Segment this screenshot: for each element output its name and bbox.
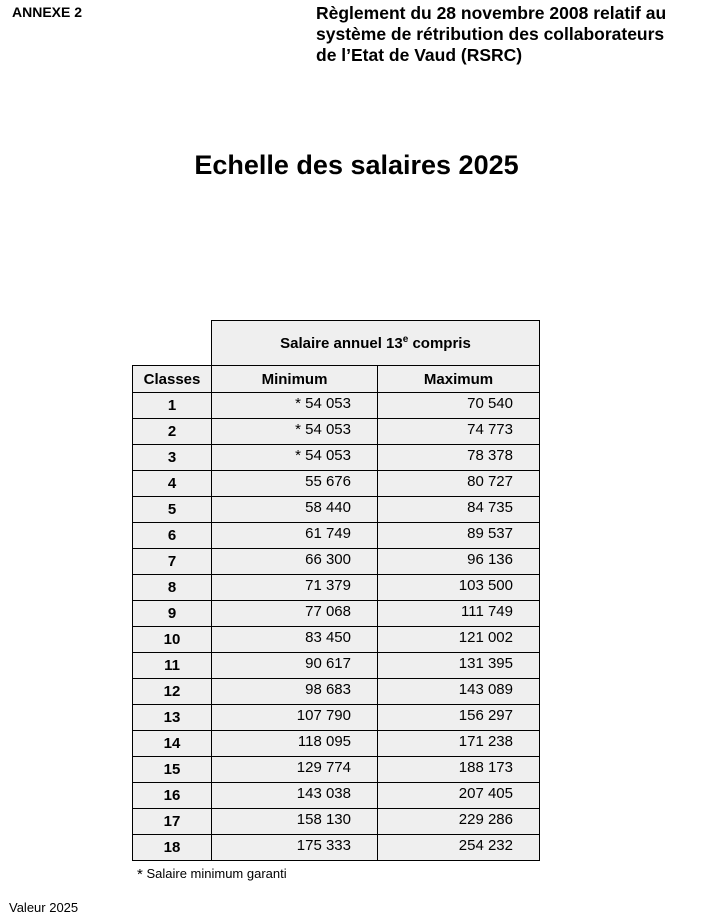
- class-cell: 3: [133, 445, 212, 471]
- minimum-cell: 55 676: [212, 471, 378, 497]
- maximum-cell: 84 735: [378, 497, 540, 523]
- maximum-cell: 74 773: [378, 419, 540, 445]
- class-cell: 6: [133, 523, 212, 549]
- table-row: [133, 783, 540, 809]
- maximum-cell: 121 002: [378, 627, 540, 653]
- table-row: [133, 627, 540, 653]
- class-cell: 16: [133, 783, 212, 809]
- minimum-cell: 90 617: [212, 653, 378, 679]
- class-cell: 1: [133, 393, 212, 419]
- minimum-cell: 175 333: [212, 835, 378, 861]
- maximum-cell: 70 540: [378, 393, 540, 419]
- maximum-cell: 188 173: [378, 757, 540, 783]
- maximum-cell: 143 089: [378, 679, 540, 705]
- table-row: [133, 419, 540, 445]
- table-row: [133, 523, 540, 549]
- minimum-cell: 107 790: [212, 705, 378, 731]
- table-row: [133, 471, 540, 497]
- salary-scale-table: [132, 320, 540, 861]
- table-row: [133, 757, 540, 783]
- table-row: [133, 679, 540, 705]
- reglement-line: système de rétribution des collaborateurs: [316, 24, 665, 44]
- reglement-line: de l’Etat de Vaud (RSRC): [316, 45, 523, 65]
- class-cell: 10: [133, 627, 212, 653]
- page-title: Echelle des salaires 2025: [194, 150, 519, 180]
- annexe-label: ANNEXE 2: [12, 4, 83, 20]
- reglement-line: Règlement du 28 novembre 2008 relatif au: [316, 3, 667, 23]
- maximum-cell: 103 500: [378, 575, 540, 601]
- class-cell: 4: [133, 471, 212, 497]
- maximum-cell: 131 395: [378, 653, 540, 679]
- maximum-cell: 207 405: [378, 783, 540, 809]
- group-header-text: Salaire annuel 13: [280, 335, 403, 352]
- table-row: [133, 835, 540, 861]
- table-row: [133, 705, 540, 731]
- class-cell: 12: [133, 679, 212, 705]
- minimum-cell: 61 749: [212, 523, 378, 549]
- table-row: [133, 575, 540, 601]
- minimum-cell: 98 683: [212, 679, 378, 705]
- column-header-classes: Classes: [133, 366, 212, 393]
- class-cell: 11: [133, 653, 212, 679]
- table-row: [133, 653, 540, 679]
- column-header-row: [133, 366, 540, 393]
- footnote-text: Salaire minimum garanti: [142, 866, 287, 881]
- class-cell: 15: [133, 757, 212, 783]
- minimum-cell: 129 774: [212, 757, 378, 783]
- class-cell: 9: [133, 601, 212, 627]
- table-row: [133, 445, 540, 471]
- class-cell: 5: [133, 497, 212, 523]
- class-cell: 17: [133, 809, 212, 835]
- maximum-cell: 96 136: [378, 549, 540, 575]
- empty-corner-cell: [133, 321, 212, 366]
- table-body: [133, 393, 540, 861]
- group-header-superscript: e: [402, 334, 409, 345]
- class-cell: 2: [133, 419, 212, 445]
- table-row: [133, 601, 540, 627]
- minimum-cell: 158 130: [212, 809, 378, 835]
- minimum-cell: 58 440: [212, 497, 378, 523]
- minimum-cell: 118 095: [212, 731, 378, 757]
- minimum-cell: * 54 053: [212, 419, 378, 445]
- maximum-cell: 171 238: [378, 731, 540, 757]
- class-cell: 8: [133, 575, 212, 601]
- group-header-row: [133, 321, 540, 366]
- maximum-cell: 229 286: [378, 809, 540, 835]
- table-row: [133, 393, 540, 419]
- footnote: [137, 866, 287, 883]
- reglement-heading: [316, 3, 713, 66]
- minimum-cell: 77 068: [212, 601, 378, 627]
- table-row: [133, 497, 540, 523]
- class-cell: 14: [133, 731, 212, 757]
- maximum-cell: 80 727: [378, 471, 540, 497]
- valeur-label: Valeur 2025: [9, 900, 79, 915]
- group-header-suffix: compris: [408, 335, 471, 352]
- class-cell: 18: [133, 835, 212, 861]
- footnote-star: *: [137, 866, 143, 883]
- maximum-cell: 111 749: [378, 601, 540, 627]
- column-header-minimum: Minimum: [212, 366, 378, 393]
- table-row: [133, 809, 540, 835]
- minimum-cell: 143 038: [212, 783, 378, 809]
- salary-group-header: [212, 321, 540, 366]
- table-row: [133, 549, 540, 575]
- minimum-cell: 83 450: [212, 627, 378, 653]
- column-header-maximum: Maximum: [378, 366, 540, 393]
- maximum-cell: 254 232: [378, 835, 540, 861]
- minimum-cell: * 54 053: [212, 445, 378, 471]
- minimum-cell: * 54 053: [212, 393, 378, 419]
- minimum-cell: 71 379: [212, 575, 378, 601]
- maximum-cell: 89 537: [378, 523, 540, 549]
- class-cell: 7: [133, 549, 212, 575]
- minimum-cell: 66 300: [212, 549, 378, 575]
- table-row: [133, 731, 540, 757]
- class-cell: 13: [133, 705, 212, 731]
- maximum-cell: 78 378: [378, 445, 540, 471]
- maximum-cell: 156 297: [378, 705, 540, 731]
